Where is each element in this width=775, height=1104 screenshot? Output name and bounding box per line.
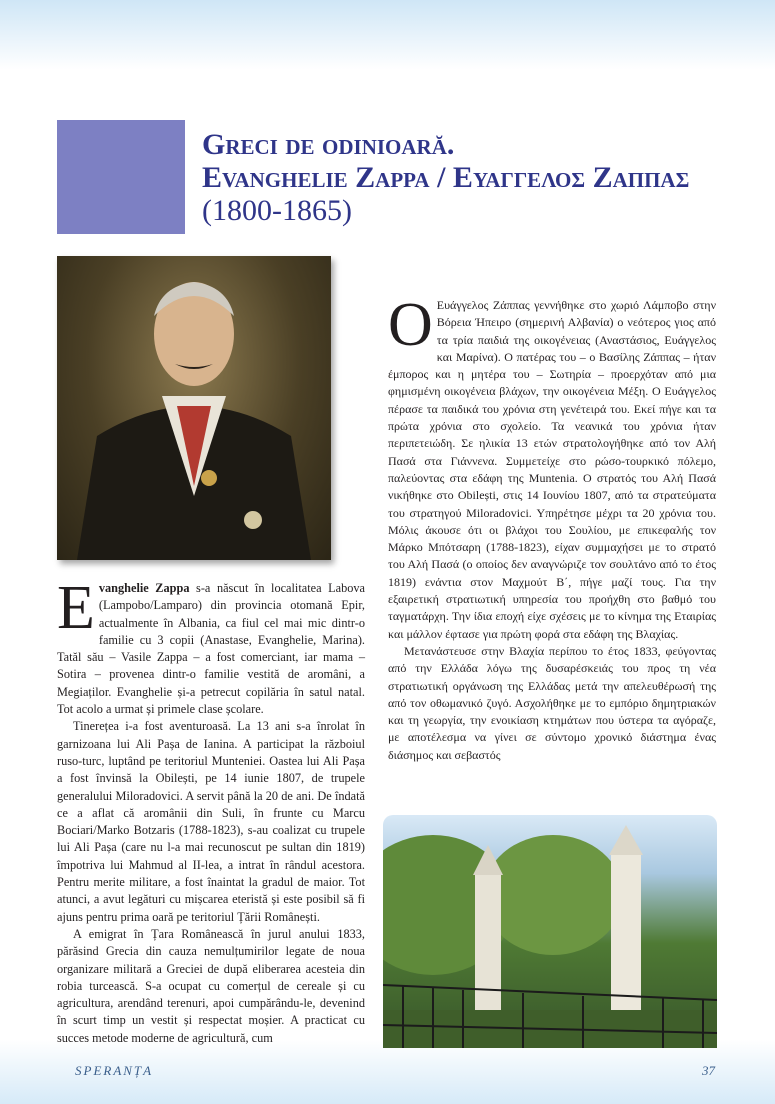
- page-number: 37: [702, 1063, 715, 1078]
- gr-paragraph-1: [388, 291, 716, 643]
- monument-drawing: [383, 815, 717, 1048]
- ro-paragraph-1-text: s-a născut în localitatea Labova (Lampobo/Lamparo) din provincia otomană Epir, actualmente în Albania, ca fiul cel mai mic dintr-o familie cu 3 copii (Anastase, Evanghelie, Marina). Tatăl său – Vasile Zappa – a fost comerciant, iar mama – Sotira – provenea dintr-o familie vestită de aromâni, a Megiaților. Evanghelie și-a petrecut copilăria în satul natal. Tot acolo a urmat și primele clase școlare.: [57, 581, 365, 717]
- drop-cap: Ο: [388, 291, 433, 359]
- gr-paragraph-1-text: Ευάγγελος Ζάππας γεννήθηκε στο χωριό Λάμποβο στην Βόρεια Ήπειρο (σημερινή Αλβανία) ο νεότερος γιος από τα τρία παιδιά της οικογένειας (Αναστάσιος, Ευάγγελος και Μαρίνα). Ο πατέρας του – ο Βασίλης Ζάππας – ήταν έμπορος και η μητέρα του – Σωτηρία – προερχόταν από μια φημισμένη οικογένεια βλάχων, την οικογένεια Μέξη. Ο Ευάγγελος πέρασε τα παιδικά του χρόνια στη γενέτειρά του. Εκεί πήγε και τα πρώτα χρόνια στο σχολείο. Τα νεανικά του χρόνια ήταν περιπετειώδη. Σε ηλικία 13 ετών στρατολογήθηκε από τον Αλή Πασά στα Γιάννενα. Συμμετείχε στο ρώσο-τουρκικό πόλεμο, παλεύοντας στα εδάφη της Muntenia. Ο στρατός του Αλή Πασά νικήθηκε στο Obilești, στις 14 Ιουνίου 1807, από τα στρατεύματα του στρατηγού Miloradovici. Υπηρέτησε μέχρι τα 20 χρόνια του. Μόλις άκουσε ότι οι βλάχοι του Σουλίου, με επικεφαλής τον Μάρκο Μπότσαρη (1788-1823), είχαν συμμαχήσει με το στρατό του Αλή Πασά (ο οποίος δεν αναγνώριζε τον σουλτάνο από το έτος 1819) ενάντια στον Μαχμούτ Β΄, πήγε μαζί τους. Για την εξαιρετική στρατιωτική υπηρεσία του προήχθη στο βαθμό του ταγματάρχη. Την ίδια εποχή είχε σχέσεις με το κίνημα της Εταιρίας και μάλλον έφτασε για πρώτη φορά στα εδάφη της Βλαχίας.: [388, 298, 716, 641]
- title-line-2: Evanghelie Zappa / Ευαγγελος Ζαππας: [202, 161, 690, 194]
- portrait-drawing: [57, 256, 331, 560]
- ro-paragraph-3: A emigrat în Țara Românească în jurul anului 1833, părăsind Grecia din cauza nemulțumirilor legate de noua organizare militară a Greciei de după eliberarea acesteia din robia turcească. S-a ocupat cu comerțul de cereale și cu agricultura, arendând terenuri, apoi cumpărându-le, devenind în scurt timp un vestit și respectat moșier. A practicat cu succes metode moderne de agricultură, cum: [57, 926, 365, 1045]
- gr-paragraph-2: Μετανάστευσε στην Βλαχία περίπου το έτος 1833, φεύγοντας από την Ελλάδα λόγω της δυσαρέσκειάς του προς τη νέα στρατιωτική οργάνωση της Ελλάδας μετά την απελευθέρωσή της από τον οθωμανικό ζυγό. Ασχολήθηκε με το εμπόριο δημητριακών και τη γεωργία, την ενοικίαση κτημάτων που ύστερα τα αγόραζε, με αποτέλεσμα να γίνει σε σύντομο χρονικό διάστημα ένας διάσημος και σεβαστός: [388, 643, 716, 762]
- page-title: [202, 128, 689, 227]
- monument-photo: [383, 815, 717, 1048]
- title-line-3: (1800-1865): [202, 194, 352, 227]
- title-line-1: Greci de odinioară.: [202, 128, 455, 161]
- subject-name: vanghelie Zappa: [98, 581, 190, 595]
- portrait-image: [57, 256, 331, 560]
- magazine-name: SPERANȚA: [75, 1063, 154, 1078]
- romanian-text-column: [57, 574, 365, 1047]
- ro-paragraph-2: Tinerețea i-a fost aventuroasă. La 13 ani s-a înrolat în garnizoana lui Ali Pașa de Ianina. A participat la războiul ruso-turc, luptând pe teritoriul Munteniei. Oastea lui Ali Pașa a fost învinsă la Obilești, pe 14 iunie 1807, de trupele generalului Miloradovici. A servit până la 20 de ani. De îndată ce a aflat că aromânii din Suli, în frunte cu Marcu Bociari/Marko Botzaris (1788-1823), s-au coalizat cu trupele lui Ali Pașa (care nu l-a mai recunoscut pe sultan din 1819) împotriva lui Mahmud al II-lea, a intrat în rândul acestora. Pentru merite militare, a fost înaintat la gradul de maior. Tot atunci, a avut legături cu mișcarea eteristă și este posibil să fi ajuns pentru prima oară pe teritoriul Țării Românești.: [57, 719, 365, 924]
- drop-cap: E: [57, 574, 95, 642]
- greek-text-column: [388, 291, 716, 764]
- title-color-block: [57, 120, 185, 234]
- ro-paragraph-1: [57, 574, 365, 718]
